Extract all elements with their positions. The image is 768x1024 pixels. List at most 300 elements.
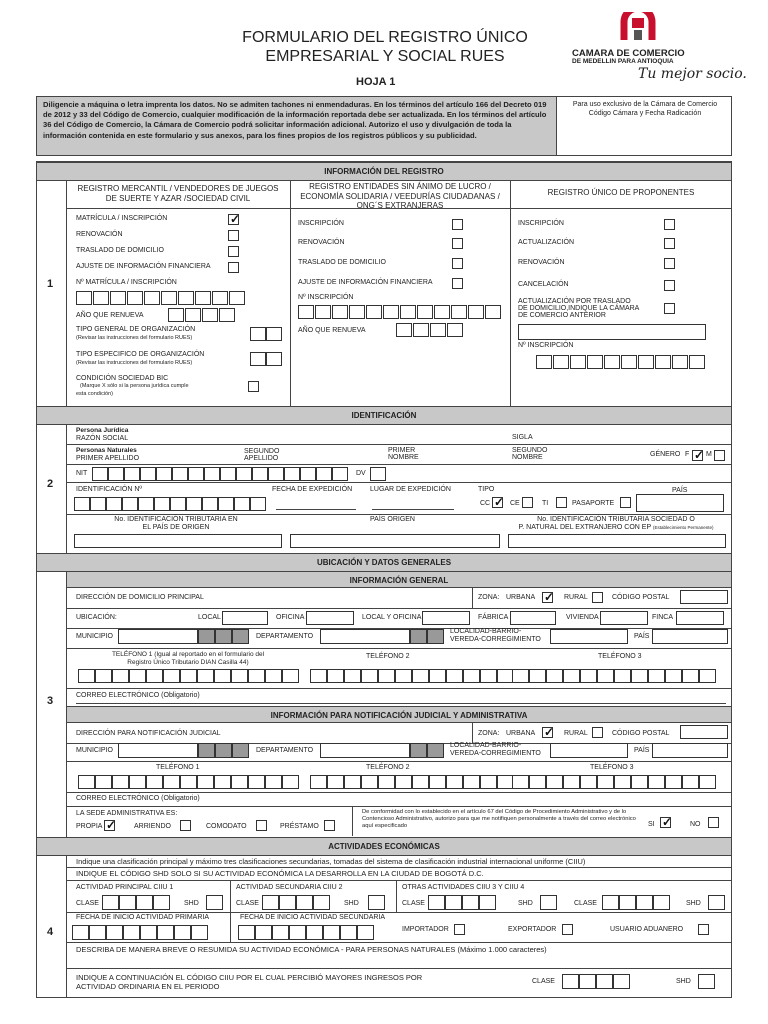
renovacion-checkbox[interactable] xyxy=(228,230,239,241)
digit-cell[interactable] xyxy=(463,669,480,683)
shd-cell-1[interactable] xyxy=(206,895,223,910)
digit-cell[interactable] xyxy=(127,291,143,305)
importador-checkbox[interactable] xyxy=(454,924,465,935)
digit-cell[interactable] xyxy=(268,467,284,481)
bic-checkbox[interactable] xyxy=(248,381,259,392)
municipio-code-cell[interactable] xyxy=(215,743,232,758)
digit-cell[interactable] xyxy=(349,305,365,319)
digit-cell[interactable] xyxy=(106,925,123,940)
digit-cell[interactable] xyxy=(613,974,630,989)
digit-cell[interactable] xyxy=(306,925,323,940)
departamento-code-cell[interactable] xyxy=(427,629,444,644)
digit-cell[interactable] xyxy=(653,895,670,910)
importador-label: IMPORTADOR xyxy=(402,926,449,933)
genero-f-label: F xyxy=(685,451,690,458)
segundo-apellido-label2: APELLIDO xyxy=(244,455,279,462)
camara-anterior-input[interactable] xyxy=(518,324,706,340)
codigo-postal-input[interactable] xyxy=(680,590,728,604)
nit-cells[interactable] xyxy=(92,467,352,481)
usuario-aduanero-checkbox[interactable] xyxy=(698,924,709,935)
digit-cell[interactable] xyxy=(563,669,580,683)
digit-cell[interactable] xyxy=(602,895,619,910)
pasaporte-label: PASAPORTE xyxy=(572,500,615,507)
digit-cell[interactable] xyxy=(340,925,357,940)
digit-cell[interactable] xyxy=(119,895,136,910)
digit-cell[interactable] xyxy=(310,669,327,683)
tel1-cells[interactable] xyxy=(78,669,298,683)
digit-cell[interactable] xyxy=(614,775,631,789)
digit-cell[interactable] xyxy=(378,775,395,789)
digit-cell[interactable] xyxy=(512,669,529,683)
digit-cell[interactable] xyxy=(90,497,106,511)
digit-cell[interactable] xyxy=(106,497,122,511)
digit-cell[interactable] xyxy=(163,775,180,789)
digit-cell[interactable] xyxy=(265,669,282,683)
ce-checkbox[interactable] xyxy=(522,497,533,508)
digit-cell[interactable] xyxy=(214,669,231,683)
departamento-code-cell[interactable] xyxy=(427,743,444,758)
digit-cell[interactable] xyxy=(265,775,282,789)
digit-cell[interactable] xyxy=(315,305,331,319)
genero-f-checkbox[interactable] xyxy=(692,450,703,461)
municipio-input[interactable] xyxy=(118,629,198,644)
municipio-label: MUNICIPIO xyxy=(76,633,113,640)
col3-traslado-checkbox[interactable] xyxy=(664,303,675,314)
urbana-checkbox-j[interactable] xyxy=(542,727,553,738)
col2-traslado-checkbox[interactable] xyxy=(452,258,463,269)
digit-cell[interactable] xyxy=(124,467,140,481)
digit-cell[interactable] xyxy=(168,308,184,322)
digit-cell[interactable] xyxy=(655,355,671,369)
digit-cell[interactable] xyxy=(218,497,234,511)
shd-cell-2[interactable] xyxy=(368,895,385,910)
comodato-checkbox[interactable] xyxy=(256,820,267,831)
digit-cell[interactable] xyxy=(234,497,250,511)
digit-cell[interactable] xyxy=(480,669,497,683)
clase-cells-2[interactable] xyxy=(262,895,342,910)
digit-cell[interactable] xyxy=(604,355,620,369)
tipo-especifico-cell2[interactable] xyxy=(266,352,282,366)
digit-cell[interactable] xyxy=(366,305,382,319)
digit-cell[interactable] xyxy=(648,775,665,789)
matricula-checkbox[interactable] xyxy=(228,214,239,225)
col1-bic-note1: (Marque X sólo si la persona jurídica cumple xyxy=(80,383,189,389)
zona-label-j: ZONA: xyxy=(478,730,500,737)
digit-cell[interactable] xyxy=(95,775,112,789)
digit-cell[interactable] xyxy=(412,775,429,789)
clase-cells-4[interactable] xyxy=(602,895,682,910)
digit-cell[interactable] xyxy=(570,355,586,369)
fecha-secundaria-cells[interactable] xyxy=(238,925,398,940)
oficina-input[interactable] xyxy=(306,611,354,625)
digit-cell[interactable] xyxy=(140,925,157,940)
digit-cell[interactable] xyxy=(665,669,682,683)
codigo-postal-input-j[interactable] xyxy=(680,725,728,739)
digit-cell[interactable] xyxy=(154,497,170,511)
digit-cell[interactable] xyxy=(310,775,327,789)
digit-cell[interactable] xyxy=(204,467,220,481)
departamento-code-cell[interactable] xyxy=(410,629,427,644)
digit-cell[interactable] xyxy=(361,669,378,683)
digit-cell[interactable] xyxy=(250,497,266,511)
pais-input[interactable] xyxy=(636,494,724,512)
digit-cell[interactable] xyxy=(445,895,462,910)
digit-cell[interactable] xyxy=(446,669,463,683)
digit-cell[interactable] xyxy=(157,925,174,940)
pais-origen-input[interactable] xyxy=(290,534,500,548)
propia-checkbox[interactable] xyxy=(104,820,115,831)
digit-cell[interactable] xyxy=(596,974,613,989)
digit-cell[interactable] xyxy=(300,467,316,481)
digit-cell[interactable] xyxy=(180,775,197,789)
digit-cell[interactable] xyxy=(313,895,330,910)
digit-cell[interactable] xyxy=(255,925,272,940)
departamento-input[interactable] xyxy=(320,629,410,644)
digit-cell[interactable] xyxy=(430,323,446,337)
col1-ano-renueva: AÑO QUE RENUEVA xyxy=(76,312,144,319)
col3-actualizacion-checkbox[interactable] xyxy=(664,238,675,249)
col2-no-inscripcion-cells[interactable] xyxy=(298,305,508,319)
digit-cell[interactable] xyxy=(202,497,218,511)
digit-cell[interactable] xyxy=(197,669,214,683)
digit-cell[interactable] xyxy=(161,291,177,305)
digit-cell[interactable] xyxy=(417,305,433,319)
digit-cell[interactable] xyxy=(428,895,445,910)
shd-cell-5[interactable] xyxy=(698,974,715,989)
arriendo-checkbox[interactable] xyxy=(180,820,191,831)
digit-cell[interactable] xyxy=(361,775,378,789)
digit-cell[interactable] xyxy=(93,291,109,305)
digit-cell[interactable] xyxy=(102,895,119,910)
digit-cell[interactable] xyxy=(231,669,248,683)
digit-cell[interactable] xyxy=(289,925,306,940)
tipo-especifico-cell1[interactable] xyxy=(250,352,266,366)
digit-cell[interactable] xyxy=(296,895,313,910)
digit-cell[interactable] xyxy=(597,775,614,789)
si-checkbox[interactable] xyxy=(660,817,671,828)
row-line xyxy=(66,688,731,689)
digit-cell[interactable] xyxy=(682,669,699,683)
digit-cell[interactable] xyxy=(172,467,188,481)
digit-cell[interactable] xyxy=(434,305,450,319)
digit-cell[interactable] xyxy=(546,775,563,789)
digit-cell[interactable] xyxy=(197,775,214,789)
digit-cell[interactable] xyxy=(480,775,497,789)
digit-cell[interactable] xyxy=(272,925,289,940)
tel1-cells-j[interactable] xyxy=(78,775,298,789)
digit-cell[interactable] xyxy=(262,895,279,910)
digit-cell[interactable] xyxy=(110,291,126,305)
digit-cell[interactable] xyxy=(631,669,648,683)
zona-label: ZONA: xyxy=(478,594,500,601)
digit-cell[interactable] xyxy=(122,497,138,511)
digit-cell[interactable] xyxy=(89,925,106,940)
digit-cell[interactable] xyxy=(672,355,688,369)
digit-cell[interactable] xyxy=(282,775,299,789)
digit-cell[interactable] xyxy=(529,669,546,683)
digit-cell[interactable] xyxy=(156,467,172,481)
cc-checkbox[interactable] xyxy=(492,497,503,508)
nit-sociedad-input[interactable] xyxy=(508,534,726,548)
pais-input-3[interactable] xyxy=(652,629,728,644)
digit-cell[interactable] xyxy=(180,669,197,683)
localidad-label-j: LOCALIDAD-BARRIO- VEREDA-CORREGIMIENTO xyxy=(450,742,541,757)
clase-cells-5[interactable] xyxy=(562,974,642,989)
digit-cell[interactable] xyxy=(682,775,699,789)
digit-cell[interactable] xyxy=(140,467,156,481)
digit-cell[interactable] xyxy=(631,775,648,789)
digit-cell[interactable] xyxy=(112,669,129,683)
digit-cell[interactable] xyxy=(357,925,374,940)
local-input[interactable] xyxy=(222,611,268,625)
digit-cell[interactable] xyxy=(648,669,665,683)
digit-cell[interactable] xyxy=(191,925,208,940)
correo-field[interactable] xyxy=(76,700,726,704)
digit-cell[interactable] xyxy=(323,925,340,940)
digit-cell[interactable] xyxy=(178,291,194,305)
rural-checkbox[interactable] xyxy=(592,592,603,603)
digit-cell[interactable] xyxy=(614,669,631,683)
digit-cell[interactable] xyxy=(78,669,95,683)
digit-cell[interactable] xyxy=(636,895,653,910)
dv-cell[interactable] xyxy=(370,467,386,481)
digit-cell[interactable] xyxy=(78,775,95,789)
tel3-cells[interactable] xyxy=(512,669,732,683)
local-oficina-input[interactable] xyxy=(422,611,470,625)
pasaporte-checkbox[interactable] xyxy=(620,497,631,508)
digit-cell[interactable] xyxy=(174,925,191,940)
tel2-cells[interactable] xyxy=(310,669,530,683)
col2-inscripcion-checkbox[interactable] xyxy=(452,219,463,230)
localidad-input-j[interactable] xyxy=(550,743,628,758)
digit-cell[interactable] xyxy=(163,669,180,683)
digit-cell[interactable] xyxy=(74,497,90,511)
exportador-checkbox[interactable] xyxy=(562,924,573,935)
ti-checkbox[interactable] xyxy=(556,497,567,508)
digit-cell[interactable] xyxy=(214,775,231,789)
digit-cell[interactable] xyxy=(279,895,296,910)
traslado-checkbox[interactable] xyxy=(228,246,239,257)
digit-cell[interactable] xyxy=(76,291,92,305)
form-title xyxy=(150,28,620,66)
col2-ano-cells[interactable] xyxy=(396,323,476,337)
digit-cell[interactable] xyxy=(188,467,204,481)
ajuste-checkbox[interactable] xyxy=(228,262,239,273)
digit-cell[interactable] xyxy=(138,497,154,511)
digit-cell[interactable] xyxy=(665,775,682,789)
municipio-code-cell[interactable] xyxy=(198,629,215,644)
col3-renovacion-checkbox[interactable] xyxy=(664,258,675,269)
dir-judicial-label: DIRECCIÓN PARA NOTIFICACIÓN JUDICIAL xyxy=(76,730,221,737)
digit-cell[interactable] xyxy=(446,775,463,789)
digit-cell[interactable] xyxy=(170,497,186,511)
col3-no-inscripcion-cells[interactable] xyxy=(536,355,716,369)
digit-cell[interactable] xyxy=(332,305,348,319)
digit-cell[interactable] xyxy=(112,775,129,789)
digit-cell[interactable] xyxy=(580,775,597,789)
col2-ajuste-checkbox[interactable] xyxy=(452,278,463,289)
no-checkbox[interactable] xyxy=(708,817,719,828)
correo-label-j: CORREO ELECTRÓNICO (Obligatorio) xyxy=(76,795,200,802)
digit-cell[interactable] xyxy=(146,775,163,789)
digit-cell[interactable] xyxy=(231,775,248,789)
tel1-label: TELÉFONO 1 (Igual al reportado en el formulario del Registro Único Tributario DIAN Casilla 44) xyxy=(111,651,265,666)
digit-cell[interactable] xyxy=(395,669,412,683)
section1-divider xyxy=(510,180,511,406)
digit-cell[interactable] xyxy=(562,974,579,989)
digit-cell[interactable] xyxy=(327,669,344,683)
finca-input[interactable] xyxy=(676,611,724,625)
col1-ano-cells[interactable] xyxy=(168,308,268,322)
digit-cell[interactable] xyxy=(383,305,399,319)
digit-cell[interactable] xyxy=(638,355,654,369)
digit-cell[interactable] xyxy=(344,775,361,789)
digit-cell[interactable] xyxy=(219,308,235,322)
digit-cell[interactable] xyxy=(284,467,300,481)
municipio-code-cell[interactable] xyxy=(232,743,249,758)
digit-cell[interactable] xyxy=(463,775,480,789)
digit-cell[interactable] xyxy=(144,291,160,305)
logo-line1: CAMARA DE COMERCIO xyxy=(572,48,685,59)
clase-cells-3[interactable] xyxy=(428,895,508,910)
digit-cell[interactable] xyxy=(451,305,467,319)
primer-nombre-label2: NOMBRE xyxy=(388,454,419,461)
digit-cell[interactable] xyxy=(485,305,501,319)
departamento-input-j[interactable] xyxy=(320,743,410,758)
digit-cell[interactable] xyxy=(413,323,429,337)
digit-cell[interactable] xyxy=(146,669,163,683)
genero-m-checkbox[interactable] xyxy=(714,450,725,461)
digit-cell[interactable] xyxy=(447,323,463,337)
no-matricula-cells[interactable] xyxy=(76,291,286,305)
col3-inscripcion-checkbox[interactable] xyxy=(664,219,675,230)
tel3-cells-j[interactable] xyxy=(512,775,732,789)
digit-cell[interactable] xyxy=(238,925,255,940)
digit-cell[interactable] xyxy=(129,669,146,683)
digit-cell[interactable] xyxy=(282,669,299,683)
vivienda-label: VIVIENDA xyxy=(566,614,599,621)
digit-cell[interactable] xyxy=(252,467,268,481)
digit-cell[interactable] xyxy=(212,291,228,305)
tel2-cells-j[interactable] xyxy=(310,775,530,789)
digit-cell[interactable] xyxy=(129,775,146,789)
municipio-input-j[interactable] xyxy=(118,743,198,758)
digit-cell[interactable] xyxy=(699,669,716,683)
digit-cell[interactable] xyxy=(529,775,546,789)
digit-cell[interactable] xyxy=(587,355,603,369)
digit-cell[interactable] xyxy=(378,669,395,683)
digit-cell[interactable] xyxy=(553,355,569,369)
digit-cell[interactable] xyxy=(202,308,218,322)
municipio-code-cell[interactable] xyxy=(215,629,232,644)
row-line xyxy=(66,792,731,793)
fecha-exp-field[interactable] xyxy=(276,498,356,510)
digit-cell[interactable] xyxy=(236,467,252,481)
shd-cell-4[interactable] xyxy=(708,895,725,910)
digit-cell[interactable] xyxy=(344,669,361,683)
digit-cell[interactable] xyxy=(136,895,153,910)
digit-cell[interactable] xyxy=(412,669,429,683)
digit-cell[interactable] xyxy=(153,895,170,910)
digit-cell[interactable] xyxy=(546,669,563,683)
fecha-principal-cells[interactable] xyxy=(72,925,232,940)
digit-cell[interactable] xyxy=(462,895,479,910)
digit-cell[interactable] xyxy=(396,323,412,337)
digit-cell[interactable] xyxy=(95,669,112,683)
vivienda-input[interactable] xyxy=(600,611,648,625)
digit-cell[interactable] xyxy=(395,775,412,789)
digit-cell[interactable] xyxy=(597,669,614,683)
digit-cell[interactable] xyxy=(429,775,446,789)
digit-cell[interactable] xyxy=(92,467,108,481)
digit-cell[interactable] xyxy=(316,467,332,481)
digit-cell[interactable] xyxy=(536,355,552,369)
col2-renovacion-checkbox[interactable] xyxy=(452,238,463,249)
digit-cell[interactable] xyxy=(579,974,596,989)
fabrica-input[interactable] xyxy=(510,611,556,625)
digit-cell[interactable] xyxy=(689,355,705,369)
lugar-exp-field[interactable] xyxy=(372,498,454,510)
localidad-input[interactable] xyxy=(550,629,628,644)
clase-cells-1[interactable] xyxy=(102,895,182,910)
digit-cell[interactable] xyxy=(327,775,344,789)
digit-cell[interactable] xyxy=(429,669,446,683)
pais-input-j[interactable] xyxy=(652,743,728,758)
si-label: SI xyxy=(648,821,655,828)
digit-cell[interactable] xyxy=(580,669,597,683)
departamento-code-cell[interactable] xyxy=(410,743,427,758)
digit-cell[interactable] xyxy=(621,355,637,369)
digit-cell[interactable] xyxy=(229,291,245,305)
prestamo-checkbox[interactable] xyxy=(324,820,335,831)
digit-cell[interactable] xyxy=(298,305,314,319)
shd-cell-3[interactable] xyxy=(540,895,557,910)
urbana-checkbox[interactable] xyxy=(542,592,553,603)
col3-cancelacion-checkbox[interactable] xyxy=(664,280,675,291)
digit-cell[interactable] xyxy=(332,467,348,481)
digit-cell[interactable] xyxy=(108,467,124,481)
digit-cell[interactable] xyxy=(248,669,265,683)
rural-checkbox-j[interactable] xyxy=(592,727,603,738)
municipio-code-cell[interactable] xyxy=(232,629,249,644)
ubicacion-label: UBICACIÓN: xyxy=(76,614,117,621)
digit-cell[interactable] xyxy=(72,925,89,940)
col1-traslado: TRASLADO DE DOMICILIO xyxy=(76,247,164,254)
digit-cell[interactable] xyxy=(468,305,484,319)
urbana-label-j: URBANA xyxy=(506,730,536,737)
municipio-code-cell[interactable] xyxy=(198,743,215,758)
col1-bic: CONDICIÓN SOCIEDAD BIC xyxy=(76,375,169,382)
nit-pais-origen-input[interactable] xyxy=(74,534,282,548)
digit-cell[interactable] xyxy=(479,895,496,910)
digit-cell[interactable] xyxy=(195,291,211,305)
id-no-cells[interactable] xyxy=(74,497,270,511)
digit-cell[interactable] xyxy=(220,467,236,481)
digit-cell[interactable] xyxy=(248,775,265,789)
digit-cell[interactable] xyxy=(512,775,529,789)
digit-cell[interactable] xyxy=(123,925,140,940)
digit-cell[interactable] xyxy=(619,895,636,910)
section3-number: 3 xyxy=(47,695,54,707)
digit-cell[interactable] xyxy=(185,308,201,322)
tipo-general-cell1[interactable] xyxy=(250,327,266,341)
digit-cell[interactable] xyxy=(699,775,716,789)
digit-cell[interactable] xyxy=(186,497,202,511)
digit-cell[interactable] xyxy=(400,305,416,319)
tipo-general-cell2[interactable] xyxy=(266,327,282,341)
urbana-label: URBANA xyxy=(506,594,536,601)
digit-cell[interactable] xyxy=(563,775,580,789)
